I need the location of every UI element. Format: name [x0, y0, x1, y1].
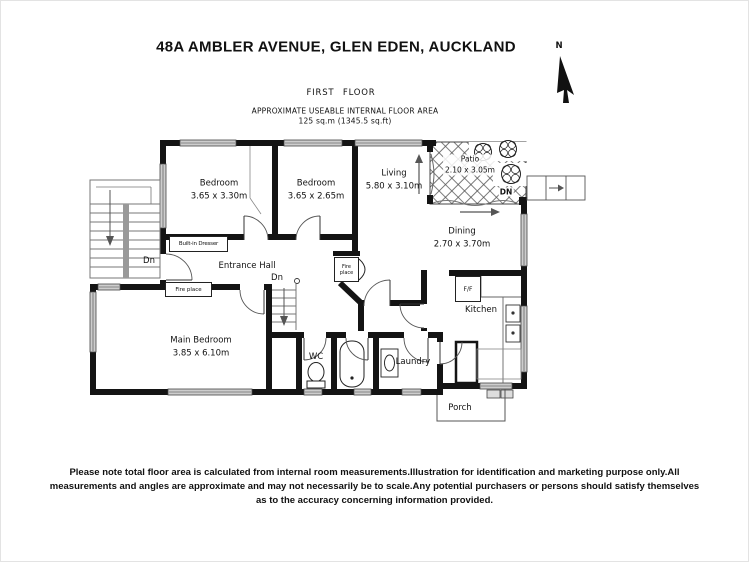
room-label-main-bedroom [170, 335, 231, 360]
kitchen-sink-icon [506, 305, 520, 342]
plan-title: 48A AMBLER AVENUE, GLEN EDEN, AUCKLAND [156, 38, 516, 56]
room-label-kitchen: Kitchen [465, 304, 497, 315]
fridge-freezer-label: F/F [455, 276, 481, 302]
room-label-patio [443, 155, 497, 176]
disclaimer-line: measurements and angles are approximate and may not necessarily be to scale.Any potential purchasers or persons should satisfy themselves [49, 481, 700, 493]
stairs-down-arrowhead [280, 316, 288, 326]
fireplace-bulge [359, 259, 365, 280]
room-dims: 3.85 x 6.10m [172, 348, 230, 358]
stairs-down-arrowhead [106, 236, 114, 246]
porch-steps [487, 390, 513, 398]
fireplace-hall-label: Fire place [334, 257, 359, 282]
room-label-laundry: Laundry [395, 356, 431, 367]
room-label-living [366, 168, 423, 193]
north-label: N [555, 41, 563, 51]
room-name: Bedroom [296, 178, 336, 189]
room-dims: 5.80 x 3.10m [365, 181, 423, 191]
room-label-entrance-hall: Entrance Hall [218, 260, 276, 271]
room-dims: 3.65 x 2.65m [287, 191, 345, 201]
area-value: 125 sq.m (1345.5 sq.ft) [298, 116, 392, 126]
diagonal-wall [340, 283, 360, 302]
disclaimer-line: Please note total floor area is calculated from internal room measurements.Illustration for identification and marketing purpose only.All [69, 467, 680, 478]
room-label-bedroom2 [288, 178, 345, 203]
north-arrow-icon [557, 56, 574, 103]
built-in-dresser-label: Built-in Dresser [169, 236, 228, 252]
room-name: Dining [448, 226, 476, 237]
kitchen-block [456, 342, 477, 383]
room-label-wc: WC [308, 351, 324, 362]
room-dims: 2.70 x 3.70m [433, 239, 491, 249]
room-name: Living [381, 168, 407, 179]
disclaimer-line: as to the accuracy concerning information provided. [255, 495, 494, 507]
disclaimer [0, 466, 749, 509]
toilet-icon [307, 363, 325, 389]
internal-staircase [272, 279, 300, 331]
stairs-down-internal-label: Dn [271, 273, 283, 283]
stairs-down-external-label: Dn [143, 256, 155, 266]
room-label-dining [434, 226, 491, 251]
patio-steps-down-label: DN [499, 187, 513, 197]
bench-outline [477, 349, 521, 379]
room-dims: 3.65 x 3.30m [190, 191, 248, 201]
room-label-porch: Porch [448, 402, 472, 413]
room-name: Patio [460, 154, 480, 164]
area-label: APPROXIMATE USEABLE INTERNAL FLOOR AREA [251, 106, 439, 116]
dining-right-arrow [460, 208, 500, 216]
bathtub-icon [340, 341, 364, 387]
fireplace-main-bedroom-label: Fire place [165, 282, 212, 297]
floor-label: FIRST FLOOR [306, 88, 376, 98]
room-name: Bedroom [199, 178, 239, 189]
room-label-bedroom1 [191, 178, 248, 203]
room-name: Main Bedroom [170, 335, 232, 346]
wardrobe-line [250, 146, 261, 214]
room-dims: 2.10 x 3.05m [445, 165, 495, 174]
